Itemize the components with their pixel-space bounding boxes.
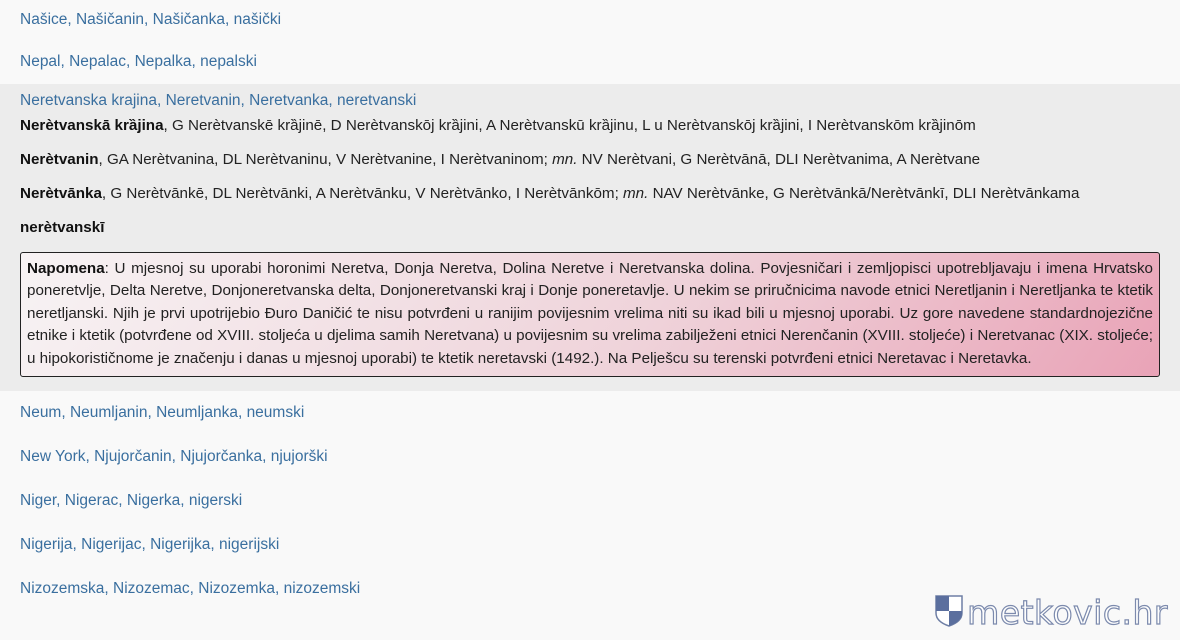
headword: Nerètvanin [20,151,99,168]
note-box [20,252,1160,377]
plural-marker: mn. [623,185,649,202]
entry-link-neretvanska-krajina[interactable]: Neretvanska krajina, Neretvanin, Neretvanka, neretvanski [20,92,417,109]
entry-neretvanka [20,182,1160,216]
declension-forms: , G Nerètvānkē, DL Nerètvānki, A Nerètvānku, V Nerètvānko, I Nerètvānkōm; [101,185,624,202]
headword: nerètvanskī [20,219,105,236]
list-item [0,391,1180,435]
list-item [0,0,1180,40]
entry-link-nizozemska[interactable]: Nizozemska, Nizozemac, Nizozemka, nizozemski [20,580,361,598]
watermark-logo [935,593,1168,632]
watermark-text: metkovic.hr [967,593,1168,632]
coat-of-arms-shield-icon [935,595,963,631]
list-item [0,523,1180,567]
list-item [0,479,1180,523]
entry-neretvanski [20,216,1160,250]
plural-forms: NAV Nerètvānke, G Nerètvānkā/Nerètvānkī, DLI Nerètvānkama [648,185,1080,202]
entry-link-nigerija[interactable]: Nigerija, Nigerijac, Nigerijka, nigerijski [20,536,280,554]
entry-link-niger[interactable]: Niger, Nigerac, Nigerka, nigerski [20,492,243,510]
headword: Nerètvānka [20,185,102,202]
entry-link-neum[interactable]: Neum, Neumljanin, Neumljanka, neumski [20,404,305,422]
declension-forms: , G Nerètvanskē krȁjinē, D Nerètvanskōj krȁjini, A Nerètvanskū krȁjinu, L u Nerètvanskōj krȁjini, I Nerètvanskōm krȁjinōm [163,117,976,134]
entry-link-nasice[interactable]: Našice, Našičanin, Našičanka, našički [20,11,282,28]
plural-marker: mn. [552,151,578,168]
plural-forms: NV Nerètvani, G Nerètvānā, DLI Nerètvanima, A Nerètvane [577,151,981,168]
list-item [0,435,1180,479]
note-label: Napomena [27,260,105,277]
expanded-entry-panel [0,84,1180,391]
entry-link-nepal[interactable]: Nepal, Nepalac, Nepalka, nepalski [20,53,257,70]
list-item [0,40,1180,84]
entry-krajina [20,114,1160,148]
declension-forms: , GA Nerètvanina, DL Nerètvaninu, V Nerètvanine, I Nerètvaninom; [98,151,553,168]
entry-neretvanin [20,148,1160,182]
note-text: : U mjesnoj su uporabi horonimi Neretva, Donja Neretva, Dolina Neretve i Neretvanska dolina. Povjesničari i zemljopisci upotrebljavaju i imena Hrvatsko poneretvlje, Delta Neretve, Donjoneretvanska delta, Donjoneretvanski kraj i Donje poneretavlje. U nekim se priručnicima navode etnici Neretljanin i Neretljanka te ktetik neretljanski. Njih je prvi upotrijebio Đuro Daničić te nisu potvrđeni u ranijim povijesnim vrelima niti su ikad bili u mjesnoj uporabi. Uz gore navedene standardnojezične etnike i ktetik (potvrđene od XVIII. stoljeća u djelima samih Neretvana) u povijesnim su vrelima zabilježeni etnici Nerenčanin (XVIII. stoljeće) i Neretvanac (XIX. stoljeće; u hipokorističnome je značenju i danas u mjesnoj uporabi) te ktetik neretavski (1492.). Na Pelješcu su terenski potvrđeni etnici Neretavac i Neretavka. [27,260,1153,367]
headword: Nerètvanskā krȁjina [20,117,164,134]
entry-link-new-york[interactable]: New York, Njujorčanin, Njujorčanka, njujorški [20,448,328,466]
